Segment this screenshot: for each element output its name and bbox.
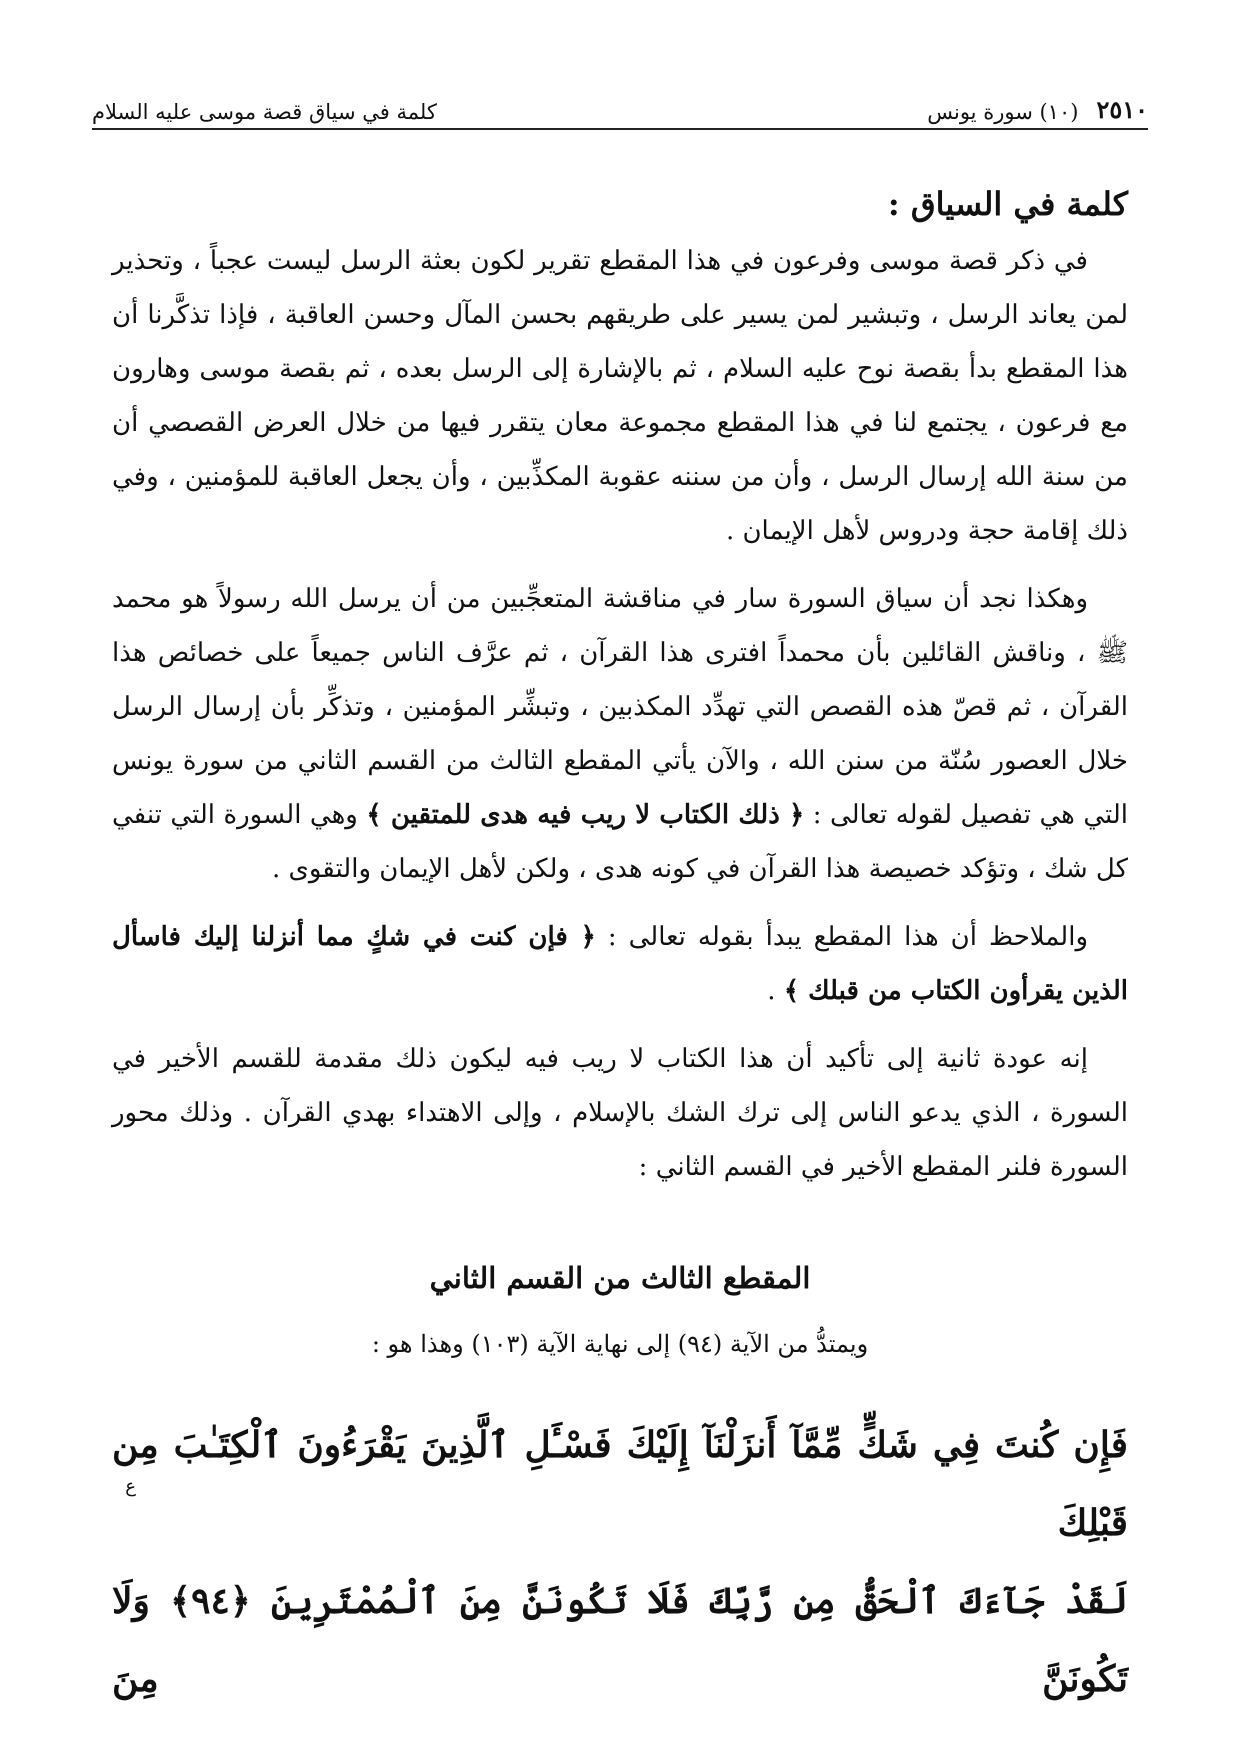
page-header bbox=[92, 80, 1148, 130]
paragraph-3-text-b: . bbox=[767, 976, 776, 1006]
page-number: ٢٥١٠ bbox=[1096, 95, 1148, 124]
page-content bbox=[112, 180, 1128, 1718]
quran-line-1: فَإِن كُنتَ فِي شَكٍّ مِّمَّآ أَنزَلْنَآ إِلَيْكَ فَسْـَٔلِ ٱلَّذِينَ يَقْرَءُونَ ٱلْكِتَـٰبَ مِن قَبْلِكَ bbox=[112, 1424, 1128, 1544]
paragraph-1: في ذكر قصة موسى وفرعون في هذا المقطع تقرير لكون بعثة الرسل ليست عجباً ، وتحذير لمن يعاند الرسل ، وتبشير لمن يسير على طريقهم بحسن المآل وحسن العاقبة ، فإذا تذكَّرنا أن هذا المقطع بدأ بقصة نوح عليه السلام ، ثم بالإشارة إلى الرسل بعده ، ثم بقصة موسى وهارون مع فرعون ، يجتمع لنا في هذا المقطع مجموعة معان يتقرر فيها من خلال العرض القصصي أن من سنة الله إرسال الرسل ، وأن من سننه عقوبة المكذِّبين ، وأن يجعل العاقبة للمؤمنين ، وفي ذلك إقامة حجة ودروس لأهل الإيمان . bbox=[112, 246, 1128, 546]
quran-text bbox=[112, 1406, 1128, 1718]
header-right-group bbox=[927, 95, 1148, 124]
quote-verse: ﴿ ذلك الكتاب لا ريب فيه هدى للمتقين ﴾ bbox=[366, 800, 805, 830]
paragraph-4: إنه عودة ثانية إلى تأكيد أن هذا الكتاب لا ريب فيه ليكون ذلك مقدمة للقسم الأخير في السورة ، الذي يدعو الناس إلى ترك الشك بالإسلام ، وإلى الاهتداء بهدي القرآن . وذلك محور السورة فلنر المقطع الأخير في القسم الثاني : bbox=[112, 1044, 1128, 1182]
running-title: كلمة في سياق قصة موسى عليه السلام bbox=[92, 100, 437, 124]
paragraph-2-text-a: وهكذا نجد أن سياق السورة سار في مناقشة المتعجِّبين من أن يرسل الله رسولاً هو محمد ﷺ ، وناقش القائلين بأن محمداً افترى هذا القرآن ، ثم عرَّف الناس جميعاً على خصائص هذا القرآن ، ثم قصّ هذه القصص التي تهدِّد المكذبين ، وتبشِّر المؤمنين ، وتذكِّر بأن إرسال الرسل خلال العصور سُنّة من سنن الله ، والآن يأتي المقطع الثالث من القسم الثاني من سورة يونس التي هي تفصيل لقوله تعالى : bbox=[112, 584, 1129, 830]
paragraph-2-text-b: وهي السورة التي تنفي كل شك ، وتؤكد خصيصة هذا القرآن في كونه هدى ، ولكن لأهل الإيمان والتقوى . bbox=[112, 800, 1128, 884]
quran-line-2: لَقَدْ جَآءَكَ ٱلْحَقُّ مِن رَّبِّكَ فَلَا تَكُونَنَّ مِنَ ٱلْمُمْتَرِينَ ﴿٩٤﴾ وَلَا تَكُونَنَّ مِنَ bbox=[112, 1580, 1128, 1700]
subsection-range: ويمتدُّ من الآية (٩٤) إلى نهاية الآية (١٠٣) وهذا هو : bbox=[371, 1330, 869, 1358]
surah-name: (١٠) سورة يونس bbox=[927, 100, 1079, 124]
paragraph-2 bbox=[112, 572, 1128, 896]
paragraph-3 bbox=[112, 910, 1128, 1018]
quran-marker: ع bbox=[125, 1476, 136, 1497]
section-title: كلمة في السياق : bbox=[887, 185, 1128, 223]
paragraph-3-text-a: والملاحظ أن هذا المقطع يبدأ بقوله تعالى : bbox=[607, 922, 1089, 952]
subsection-title: المقطع الثالث من القسم الثاني bbox=[429, 1261, 811, 1295]
quote-verse: ﴿ فإن كنت في شكٍ مما أنزلنا إليك فاسأل الذين يقرأون الكتاب من قبلك ﴾ bbox=[112, 922, 1128, 1006]
